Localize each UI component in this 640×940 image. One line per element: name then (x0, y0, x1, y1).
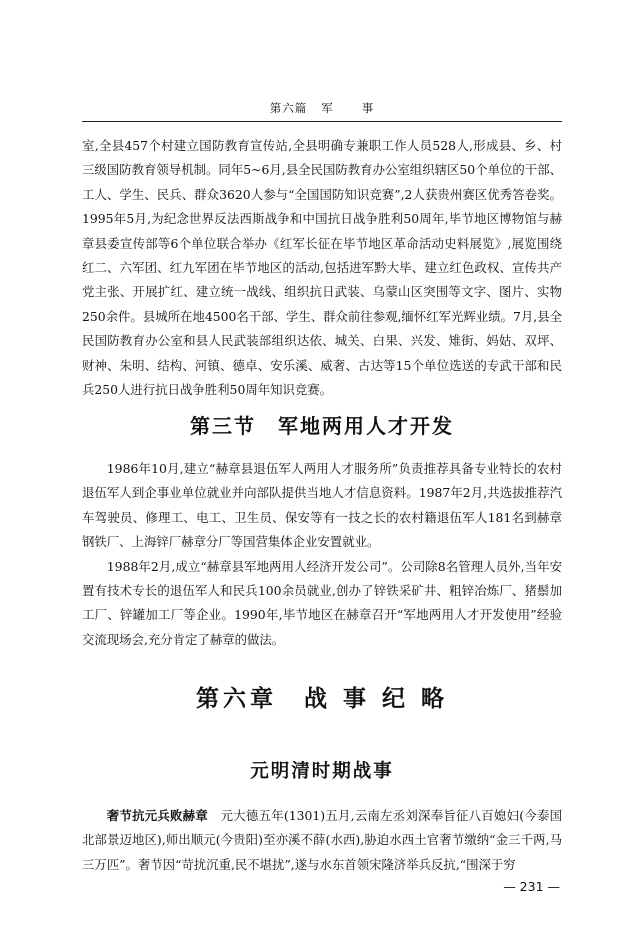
subsection-lead: 奢节抗元兵败赫章 (106, 808, 208, 823)
top-paragraph: 室,全县457个村建立国防教育宣传站,全县明确专兼职工作人员528人,形成县、乡、村三级国防教育领导机制。同年5~6月,县全民国防教育办公室组织辖区50个单位的干部、工人、学生、民兵、群众3620人参与“全国国防知识竞赛”,2人获贵州赛区优秀答卷奖。1995年5月,为纪念世界反法西斯战争和中国抗日战争胜利50周年,毕节地区博物馆与赫章县委宣传部等6个单位联合举办《红军长征在毕节地区革命活动史料展览》,展览围绕红二、六军团、红九军团在毕节地区的活动,包括进军黔大毕、建立红色政权、宣传共产党主张、开展扩红、建立统一战线、组织抗日武装、乌蒙山区突围等文字、图片、实物250余件。县城所在地4500名干部、学生、群众前往参观,缅怀红军光辉业绩。7月,县全民国防教育办公室和县人民武装部组织达依、城关、白果、兴发、雉街、妈姑、双坪、财神、朱明、结构、河镇、德卓、安乐溪、威奢、古达等15个单位选送的专武干部和民兵250人进行抗日战争胜利50周年知识竞赛。 (82, 138, 562, 398)
section-paragraph-2: 1988年2月,成立“赫章县军地两用人经济开发公司”。公司除8名管理人员外,当年安置有技术专长的退伍军人和民兵100余员就业,创办了锌铁采矿井、粗锌冶炼厂、猪鬃加工厂、锌罐加工厂等企业。1990年,毕节地区在赫章召开“军地两用人才开发使用”经验交流现场会,充分肯定了赫章的做法。 (82, 558, 562, 647)
running-head-title-b: 事 (361, 101, 375, 115)
page-number: — 231 — (503, 879, 560, 894)
subsection-text: 元大德五年(1301)五月,云南左丞刘深奉旨征八百媳妇(今泰国北部景迈地区),师出顺元(今贵阳)至亦溪不薛(水西),胁迫水西土官奢节缴纳“金三千两,马三万匹”。奢节因“苛扰沉重,民不堪扰”,遂与水东首领宋隆济举兵反抗,“围深于穷 (82, 808, 563, 872)
running-head-title-a: 军 (321, 101, 334, 115)
section-text-block (82, 457, 562, 652)
running-head-part: 第六篇 (269, 101, 308, 115)
header-rule (82, 121, 562, 122)
running-head (82, 100, 562, 121)
subsection-paragraph (82, 804, 562, 877)
subsection-title: 元明清时期战事 (250, 761, 394, 782)
page-body (82, 100, 563, 872)
subsection-text-block (82, 804, 562, 877)
top-text-block (82, 134, 562, 402)
chapter-title: 第六章 战 事 纪 略 (195, 685, 449, 712)
section-title: 第三节 军地两用人才开发 (190, 414, 454, 438)
section-paragraph-1: 1986年10月,建立“赫章县退伍军人两用人才服务所”负责推荐具备专业特长的农村退伍军人到企事业单位就业并向部队提供当地人才信息资料。1987年2月,共选拔推荐汽车驾驶员、修理工、电工、卫生员、保安等有一技之长的农村籍退伍军人181名到赫章钢铁厂、上海锌厂赫章分厂等国营集体企业安置就业。 (82, 461, 562, 550)
